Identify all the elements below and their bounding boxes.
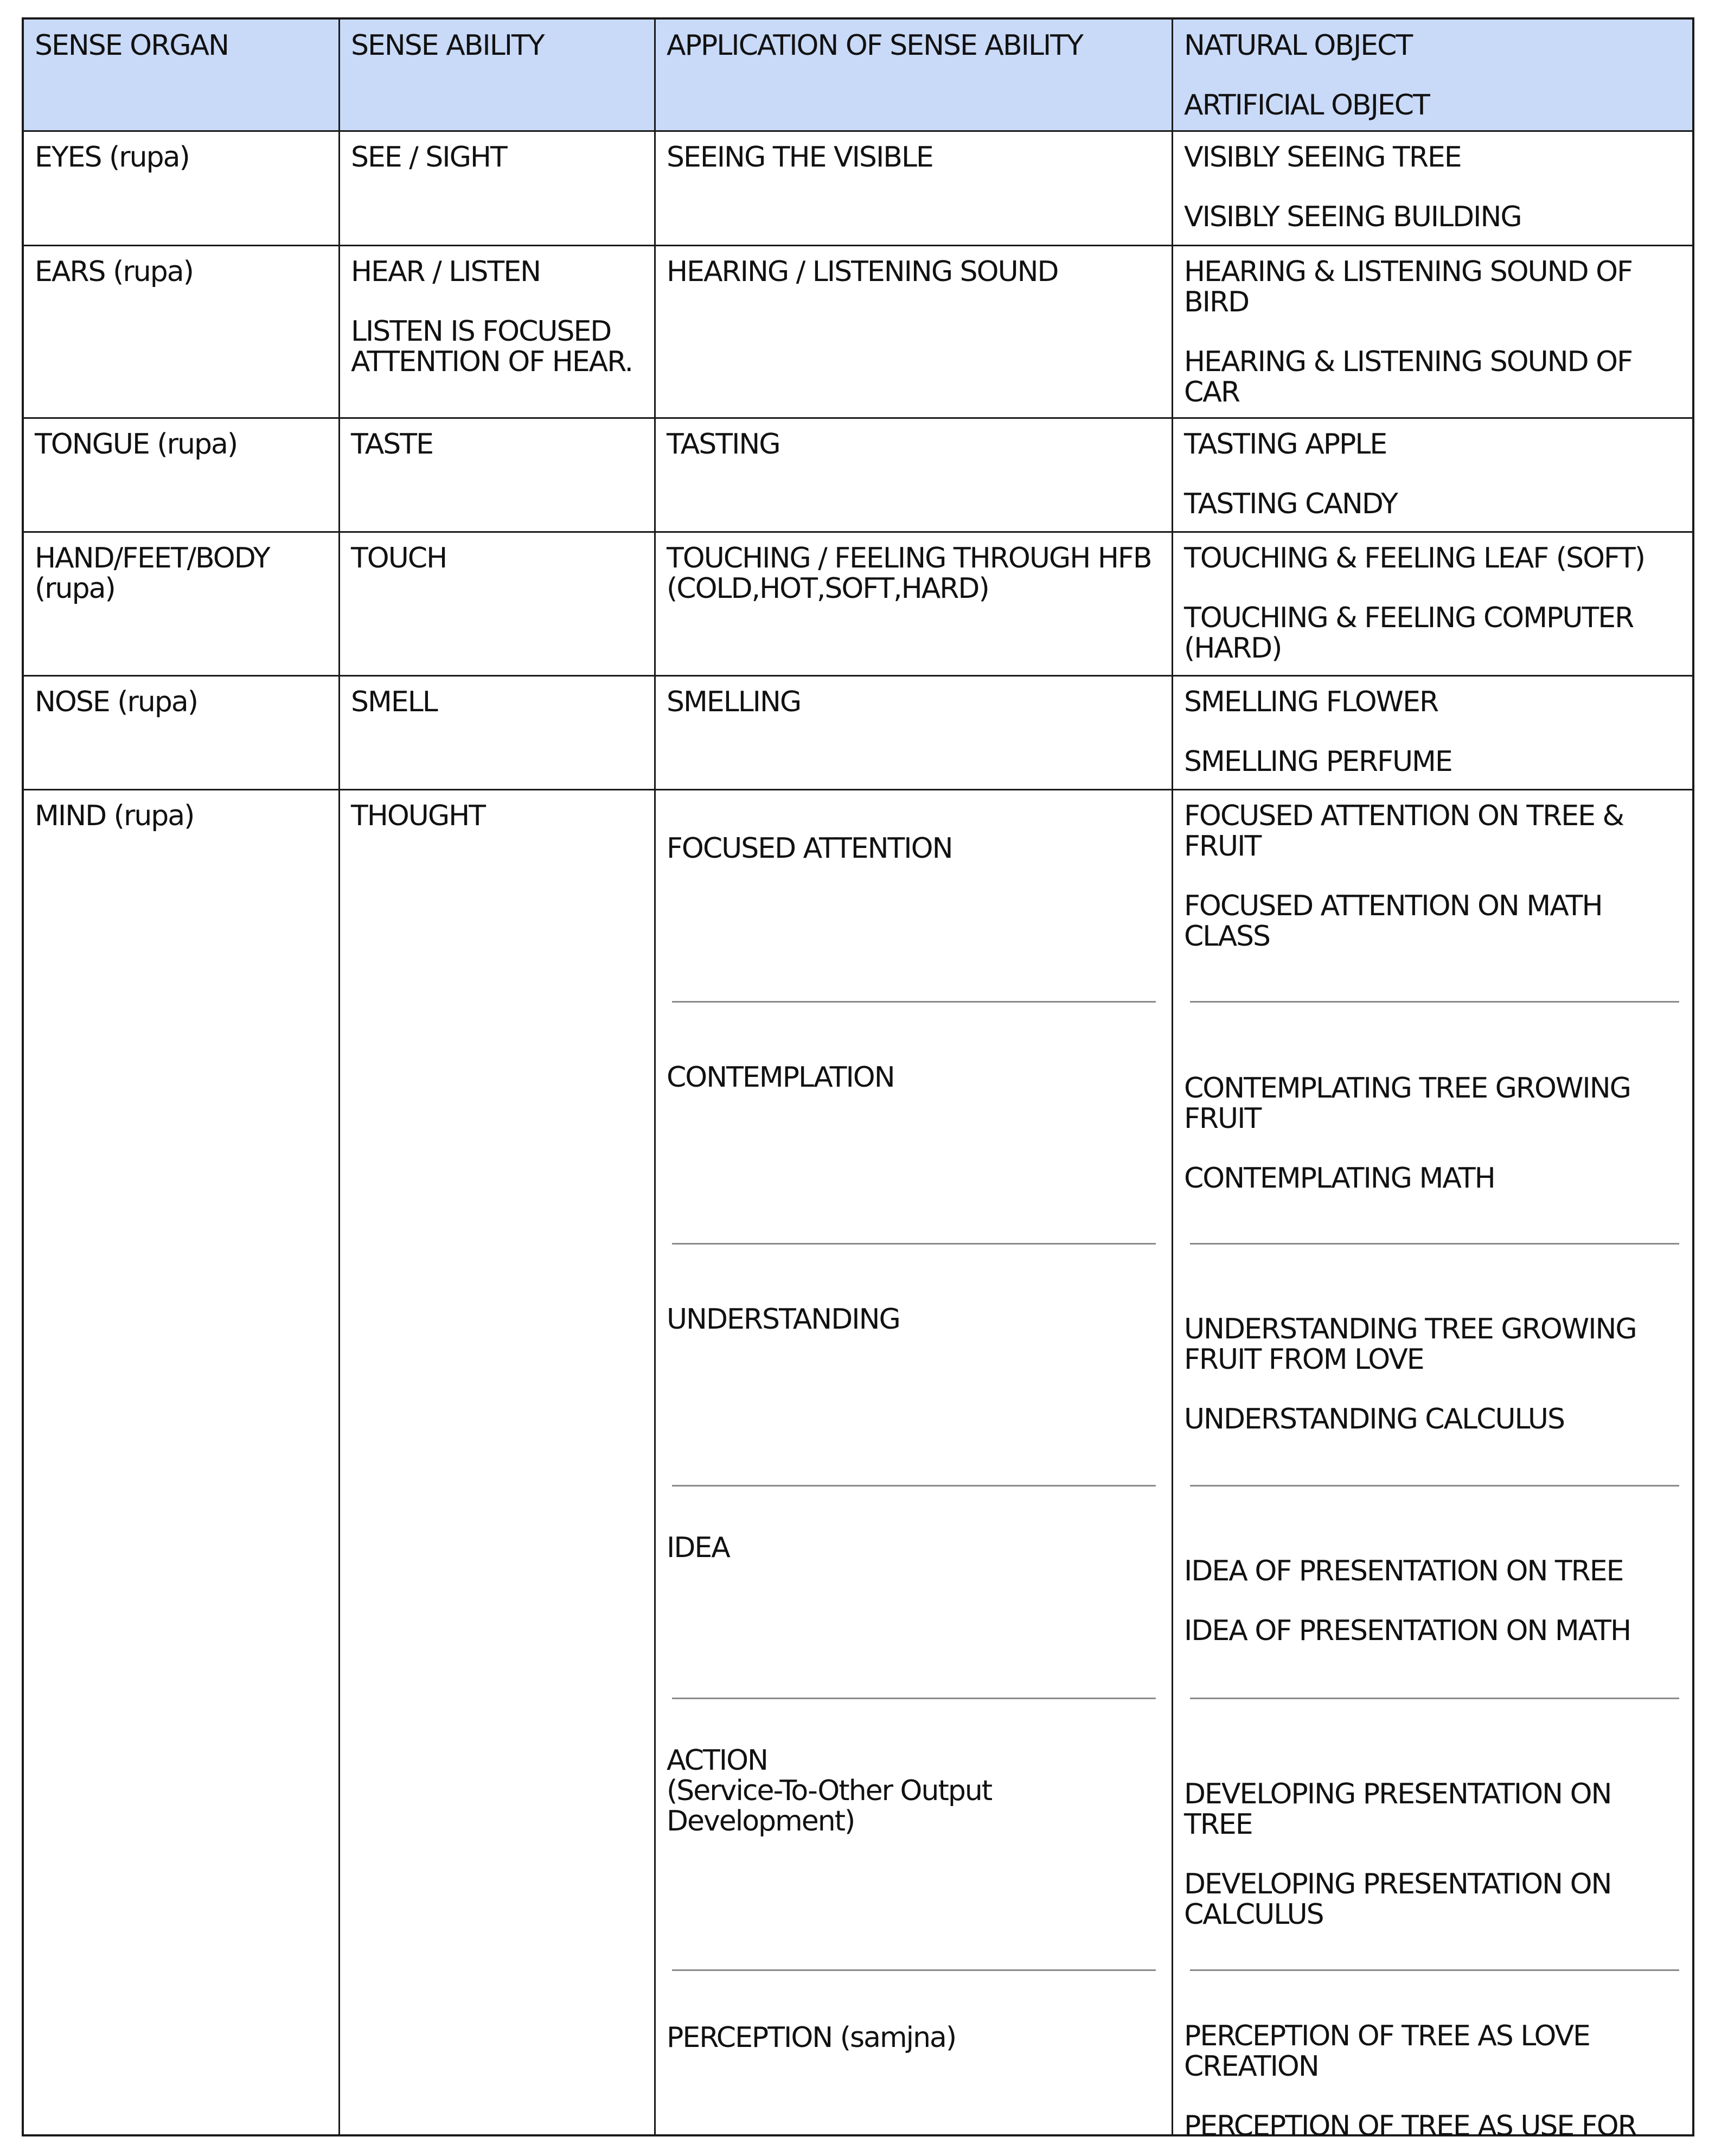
- subsection-separator: [672, 1485, 1156, 1487]
- header-sense-ability: SENSE ABILITY: [351, 29, 544, 62]
- ability-cell: HEAR / LISTEN LISTEN IS FOCUSED ATTENTION OF HEAR.: [351, 256, 633, 378]
- ability-cell: TOUCH: [351, 542, 447, 575]
- row-divider: [24, 245, 1692, 246]
- application-cell: SEEING THE VISIBLE: [667, 141, 933, 174]
- objects-subcell: DEVELOPING PRESENTATION ON TREE DEVELOPING PRESENTATION ON CALCULUS: [1184, 1778, 1611, 1931]
- subsection-separator: [1190, 1001, 1679, 1003]
- header-application: APPLICATION OF SENSE ABILITY: [667, 29, 1083, 62]
- subsection-separator: [1190, 1698, 1679, 1699]
- objects-cell: VISIBLY SEEING TREE VISIBLY SEEING BUILDING: [1184, 141, 1521, 233]
- application-subcell: UNDERSTANDING: [667, 1303, 900, 1336]
- application-cell: HEARING / LISTENING SOUND: [667, 256, 1058, 288]
- organ-cell: TONGUE (rupa): [35, 428, 238, 461]
- organ-cell: NOSE (rupa): [35, 686, 198, 718]
- objects-subcell: FOCUSED ATTENTION ON TREE & FRUIT FOCUSED ATTENTION ON MATH CLASS: [1184, 800, 1624, 953]
- header-objects: NATURAL OBJECT ARTIFICIAL OBJECT: [1184, 29, 1429, 122]
- objects-cell: TASTING APPLE TASTING CANDY: [1184, 428, 1397, 520]
- header-sense-organ: SENSE ORGAN: [35, 29, 228, 62]
- ability-cell: SMELL: [351, 686, 437, 718]
- organ-cell: HAND/FEET/BODY (rupa): [35, 542, 270, 605]
- sense-table: [22, 17, 1694, 2142]
- objects-subcell: CONTEMPLATING TREE GROWING FRUIT CONTEMPLATING MATH: [1184, 1072, 1630, 1195]
- application-subcell: IDEA: [667, 1532, 729, 1564]
- ability-cell: TASTE: [351, 428, 433, 461]
- row-divider: [24, 789, 1692, 790]
- subsection-separator: [672, 1001, 1156, 1003]
- subsection-separator: [672, 1698, 1156, 1699]
- objects-cell: TOUCHING & FEELING LEAF (SOFT) TOUCHING & FEELING COMPUTER (HARD): [1184, 542, 1645, 665]
- subsection-separator: [1190, 1969, 1679, 1971]
- row-divider: [24, 417, 1692, 419]
- application-cell: TOUCHING / FEELING THROUGH HFB (COLD,HOT,SOFT,HARD): [667, 542, 1151, 605]
- organ-cell: EARS (rupa): [35, 256, 193, 288]
- application-cell: SMELLING: [667, 686, 801, 718]
- subsection-separator: [672, 1243, 1156, 1245]
- application-subcell: ACTION (Service-To-Other Output Development): [667, 1744, 992, 1838]
- objects-cell: HEARING & LISTENING SOUND OF BIRD HEARING & LISTENING SOUND OF CAR: [1184, 256, 1632, 409]
- organ-cell: MIND (rupa): [35, 800, 194, 832]
- row-divider: [24, 531, 1692, 533]
- row-divider: [24, 675, 1692, 677]
- objects-subcell: PERCEPTION OF TREE AS LOVE CREATION PERCEPTION OF TREE AS USE FOR: [1184, 2020, 1636, 2142]
- subsection-separator: [1190, 1485, 1679, 1487]
- subsection-separator: [672, 1969, 1156, 1971]
- ability-cell: THOUGHT: [351, 800, 485, 832]
- application-subcell: PERCEPTION (samjna): [667, 2021, 956, 2054]
- ability-cell: SEE / SIGHT: [351, 141, 507, 174]
- objects-subcell: UNDERSTANDING TREE GROWING FRUIT FROM LOVE UNDERSTANDING CALCULUS: [1184, 1313, 1636, 1436]
- organ-cell: EYES (rupa): [35, 141, 189, 174]
- subsection-separator: [1190, 1243, 1679, 1245]
- application-subcell: CONTEMPLATION: [667, 1061, 894, 1094]
- row-divider: [24, 130, 1692, 132]
- objects-subcell: IDEA OF PRESENTATION ON TREE IDEA OF PRESENTATION ON MATH: [1184, 1555, 1631, 1647]
- objects-cell: SMELLING FLOWER SMELLING PERFUME: [1184, 686, 1452, 778]
- application-cell: TASTING: [667, 428, 780, 461]
- application-subcell: FOCUSED ATTENTION: [667, 832, 952, 865]
